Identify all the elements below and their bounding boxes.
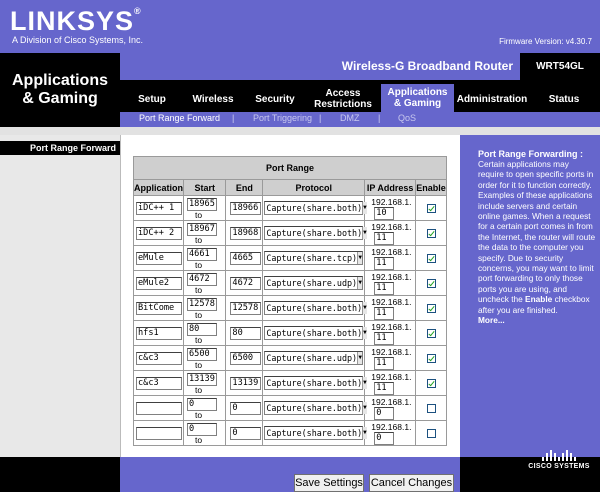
- header-start: Start: [184, 180, 226, 196]
- end-port-input[interactable]: 4665: [230, 252, 261, 265]
- enable-checkbox[interactable]: [427, 379, 436, 388]
- divider-band: [0, 127, 600, 135]
- table-row: [134, 271, 447, 296]
- ip-prefix: 192.168.1.: [371, 321, 412, 332]
- table-row: [134, 321, 447, 346]
- ip-prefix: 192.168.1.: [371, 371, 412, 382]
- start-port-input[interactable]: 0: [187, 423, 217, 436]
- protocol-select[interactable]: Capture(share.both) ▼: [266, 378, 367, 388]
- table-row: [134, 396, 447, 421]
- tab-security[interactable]: Security: [255, 93, 295, 105]
- enable-checkbox[interactable]: [427, 304, 436, 313]
- protocol-select[interactable]: Capture(share.both) ▼: [266, 428, 367, 438]
- application-cell: [134, 296, 184, 321]
- start-port-input[interactable]: 12578: [187, 298, 217, 311]
- table-row: [134, 346, 447, 371]
- start-cell: [184, 321, 226, 346]
- application-input[interactable]: BitCome: [136, 302, 182, 315]
- dropdown-arrow-icon: ▼: [362, 402, 367, 414]
- protocol-select[interactable]: Capture(share.udp) ▼: [266, 278, 363, 288]
- start-cell: [184, 246, 226, 271]
- protocol-select[interactable]: Capture(share.both) ▼: [266, 403, 367, 413]
- end-cell: [226, 271, 263, 296]
- application-input[interactable]: iDC++ 1: [136, 202, 182, 215]
- protocol-cell: [263, 371, 365, 396]
- application-input[interactable]: c&c3: [136, 377, 182, 390]
- dropdown-arrow-icon: ▼: [357, 252, 362, 264]
- protocol-select[interactable]: Capture(share.both) ▼: [266, 328, 367, 338]
- tab-wireless[interactable]: Wireless: [192, 93, 234, 105]
- enable-cell: [416, 221, 447, 246]
- dropdown-arrow-icon: ▼: [357, 277, 362, 289]
- protocol-select[interactable]: Capture(share.both) ▼: [266, 303, 367, 313]
- dropdown-arrow-icon: ▼: [362, 302, 367, 314]
- start-port-input[interactable]: 18967: [187, 223, 217, 236]
- to-label: to: [195, 334, 203, 345]
- cancel-changes-button[interactable]: Cancel Changes: [369, 474, 454, 492]
- product-name: Wireless-G Broadband Router: [341, 59, 513, 73]
- end-cell: [226, 246, 263, 271]
- end-port-input[interactable]: 80: [230, 327, 261, 340]
- more-link[interactable]: More...: [478, 315, 505, 326]
- enable-cell: [416, 421, 447, 446]
- subtab-dmz[interactable]: DMZ: [340, 113, 360, 123]
- end-port-input[interactable]: 18966: [230, 202, 261, 215]
- ip-cell: [365, 421, 416, 446]
- ip-prefix: 192.168.1.: [371, 421, 412, 432]
- dropdown-arrow-icon: ▼: [362, 227, 367, 239]
- ip-cell: [365, 221, 416, 246]
- table-row: [134, 421, 447, 446]
- ip-prefix: 192.168.1.: [371, 296, 412, 307]
- application-input[interactable]: hfs1: [136, 327, 182, 340]
- application-cell: [134, 271, 184, 296]
- enable-cell: [416, 321, 447, 346]
- enable-cell: [416, 346, 447, 371]
- model-number: WRT54GL: [536, 61, 584, 72]
- cisco-logo: CISCO SYSTEMS: [528, 450, 590, 480]
- start-cell: [184, 271, 226, 296]
- application-cell: [134, 371, 184, 396]
- ip-prefix: 192.168.1.: [371, 346, 412, 357]
- header-end: End: [226, 180, 263, 196]
- start-port-input[interactable]: 13139: [187, 373, 217, 386]
- to-label: to: [195, 259, 203, 270]
- application-input[interactable]: c&c3: [136, 352, 182, 365]
- application-cell: [134, 246, 184, 271]
- help-text: Certain applications may require to open specific ports in order for it to function correctly. Examples of these applications include servers and certain online games. When a request for a certain port comes in from the Internet, the router will route the data to the computer you specify. Due to security concerns, you may want to limit port forwarding to only those ports you are using, and uncheck the Enable checkbox after you are finished. More...: [478, 159, 596, 326]
- subtab-separator: |: [319, 113, 322, 123]
- header-enable: Enable: [416, 180, 447, 196]
- to-label: to: [195, 434, 203, 445]
- end-cell: [226, 396, 263, 421]
- end-cell: [226, 196, 263, 221]
- end-cell: [226, 346, 263, 371]
- end-port-input[interactable]: 0: [230, 402, 261, 415]
- ip-last-octet-input[interactable]: 11: [374, 257, 394, 270]
- save-settings-button[interactable]: Save Settings: [294, 474, 364, 492]
- enable-cell: [416, 246, 447, 271]
- left-column: [0, 135, 120, 457]
- start-port-input[interactable]: 80: [187, 323, 217, 336]
- ip-prefix: 192.168.1.: [371, 196, 412, 207]
- application-cell: [134, 196, 184, 221]
- enable-checkbox[interactable]: [427, 329, 436, 338]
- dropdown-arrow-icon: ▼: [362, 427, 367, 439]
- table-row: [134, 246, 447, 271]
- enable-cell: [416, 296, 447, 321]
- ip-last-octet-input[interactable]: 10: [374, 207, 394, 220]
- cisco-bars-icon: [528, 450, 590, 461]
- dropdown-arrow-icon: ▼: [362, 377, 367, 389]
- application-input[interactable]: [136, 427, 182, 440]
- application-input[interactable]: iDC++ 2: [136, 227, 182, 240]
- enable-cell: [416, 371, 447, 396]
- ip-last-octet-input[interactable]: 11: [374, 232, 394, 245]
- ip-cell: [365, 196, 416, 221]
- start-port-input[interactable]: 4672: [187, 273, 217, 286]
- brand-tagline: A Division of Cisco Systems, Inc.: [12, 35, 144, 45]
- dropdown-arrow-icon: ▼: [362, 327, 367, 339]
- table-row: [134, 296, 447, 321]
- end-cell: [226, 421, 263, 446]
- table-title: Port Range: [134, 157, 447, 180]
- to-label: to: [195, 209, 203, 220]
- ip-last-octet-input[interactable]: 11: [374, 332, 394, 345]
- enable-checkbox[interactable]: [427, 279, 436, 288]
- enable-checkbox[interactable]: [427, 354, 436, 363]
- protocol-cell: [263, 196, 365, 221]
- ip-cell: [365, 246, 416, 271]
- table-row: [134, 221, 447, 246]
- end-cell: [226, 296, 263, 321]
- subtab-separator: |: [378, 113, 381, 123]
- protocol-select[interactable]: Capture(share.both) ▼: [266, 203, 367, 213]
- start-port-input[interactable]: 0: [187, 398, 217, 411]
- column-divider: [120, 135, 121, 457]
- start-cell: [184, 371, 226, 396]
- protocol-cell: [263, 271, 365, 296]
- start-cell: [184, 346, 226, 371]
- start-port-input[interactable]: 6500: [187, 348, 217, 361]
- ip-cell: [365, 371, 416, 396]
- application-cell: [134, 421, 184, 446]
- protocol-select[interactable]: Capture(share.udp) ▼: [266, 353, 363, 363]
- application-input[interactable]: eMule: [136, 252, 182, 265]
- enable-checkbox[interactable]: [427, 404, 436, 413]
- ip-prefix: 192.168.1.: [371, 246, 412, 257]
- enable-checkbox[interactable]: [427, 254, 436, 263]
- enable-checkbox[interactable]: [427, 229, 436, 238]
- linksys-logo: LINKSYS®: [10, 6, 142, 36]
- start-cell: [184, 396, 226, 421]
- to-label: to: [195, 409, 203, 420]
- protocol-select[interactable]: Capture(share.both) ▼: [266, 228, 367, 238]
- protocol-cell: [263, 221, 365, 246]
- application-cell: [134, 346, 184, 371]
- enable-checkbox[interactable]: [427, 204, 436, 213]
- header-application: Application: [134, 180, 184, 196]
- enable-cell: [416, 271, 447, 296]
- tab-status[interactable]: Status: [548, 93, 580, 105]
- end-port-input[interactable]: 4672: [230, 277, 261, 290]
- subtab-qos[interactable]: QoS: [398, 113, 417, 123]
- start-cell: [184, 421, 226, 446]
- enable-checkbox[interactable]: [427, 429, 436, 438]
- application-input[interactable]: [136, 402, 182, 415]
- header-ip-address: IP Address: [365, 180, 416, 196]
- end-cell: [226, 221, 263, 246]
- subtab-port-triggering[interactable]: Port Triggering: [253, 113, 313, 123]
- tab-administration[interactable]: Administration: [456, 93, 528, 105]
- end-port-input[interactable]: 12578: [230, 302, 261, 315]
- to-label: to: [195, 384, 203, 395]
- ip-cell: [365, 346, 416, 371]
- footer-left: [0, 457, 120, 492]
- ip-last-octet-input[interactable]: 11: [374, 307, 394, 320]
- table-row: [134, 371, 447, 396]
- section-title: Applications & Gaming: [11, 72, 108, 107]
- left-section-label: Port Range Forward: [29, 143, 116, 153]
- ip-last-octet-input[interactable]: 11: [374, 357, 394, 370]
- ip-cell: [365, 296, 416, 321]
- tab-applications-gaming[interactable]: Applications & Gaming: [387, 87, 448, 109]
- ip-prefix: 192.168.1.: [371, 271, 412, 282]
- protocol-cell: [263, 246, 365, 271]
- port-range-table: [133, 156, 447, 446]
- application-cell: [134, 221, 184, 246]
- end-port-input[interactable]: 18968: [230, 227, 261, 240]
- end-cell: [226, 321, 263, 346]
- protocol-cell: [263, 321, 365, 346]
- end-port-input[interactable]: 0: [230, 427, 261, 440]
- application-input[interactable]: eMule2: [136, 277, 182, 290]
- ip-last-octet-input[interactable]: 11: [374, 382, 394, 395]
- to-label: to: [195, 309, 203, 320]
- dropdown-arrow-icon: ▼: [362, 202, 367, 214]
- ip-cell: [365, 321, 416, 346]
- application-cell: [134, 321, 184, 346]
- ip-prefix: 192.168.1.: [371, 221, 412, 232]
- enable-cell: [416, 396, 447, 421]
- end-port-input[interactable]: 6500: [230, 352, 261, 365]
- ip-cell: [365, 271, 416, 296]
- ip-last-octet-input[interactable]: 0: [374, 432, 394, 445]
- help-title: Port Range Forwarding :: [478, 149, 584, 159]
- subtab-separator: |: [232, 113, 235, 123]
- protocol-cell: [263, 346, 365, 371]
- start-cell: [184, 221, 226, 246]
- start-port-input[interactable]: 18965: [187, 198, 217, 211]
- to-label: to: [195, 284, 203, 295]
- start-cell: [184, 296, 226, 321]
- protocol-select[interactable]: Capture(share.tcp) ▼: [266, 253, 363, 263]
- enable-cell: [416, 196, 447, 221]
- dropdown-arrow-icon: ▼: [357, 352, 362, 364]
- ip-cell: [365, 396, 416, 421]
- ip-last-octet-input[interactable]: 0: [374, 407, 394, 420]
- to-label: to: [195, 359, 203, 370]
- tab-access-restrictions[interactable]: Access Restrictions: [314, 88, 372, 110]
- table-row: [134, 196, 447, 221]
- tab-setup[interactable]: Setup: [138, 93, 166, 105]
- application-cell: [134, 396, 184, 421]
- start-port-input[interactable]: 4661: [187, 248, 217, 261]
- protocol-cell: [263, 296, 365, 321]
- ip-last-octet-input[interactable]: 11: [374, 282, 394, 295]
- to-label: to: [195, 234, 203, 245]
- header-protocol: Protocol: [263, 180, 365, 196]
- ip-prefix: 192.168.1.: [371, 396, 412, 407]
- protocol-cell: [263, 396, 365, 421]
- protocol-cell: [263, 421, 365, 446]
- start-cell: [184, 196, 226, 221]
- end-port-input[interactable]: 13139: [230, 377, 261, 390]
- end-cell: [226, 371, 263, 396]
- firmware-version: Firmware Version: v4.30.7: [499, 37, 592, 46]
- subtab-port-range-forward[interactable]: Port Range Forward: [139, 113, 221, 123]
